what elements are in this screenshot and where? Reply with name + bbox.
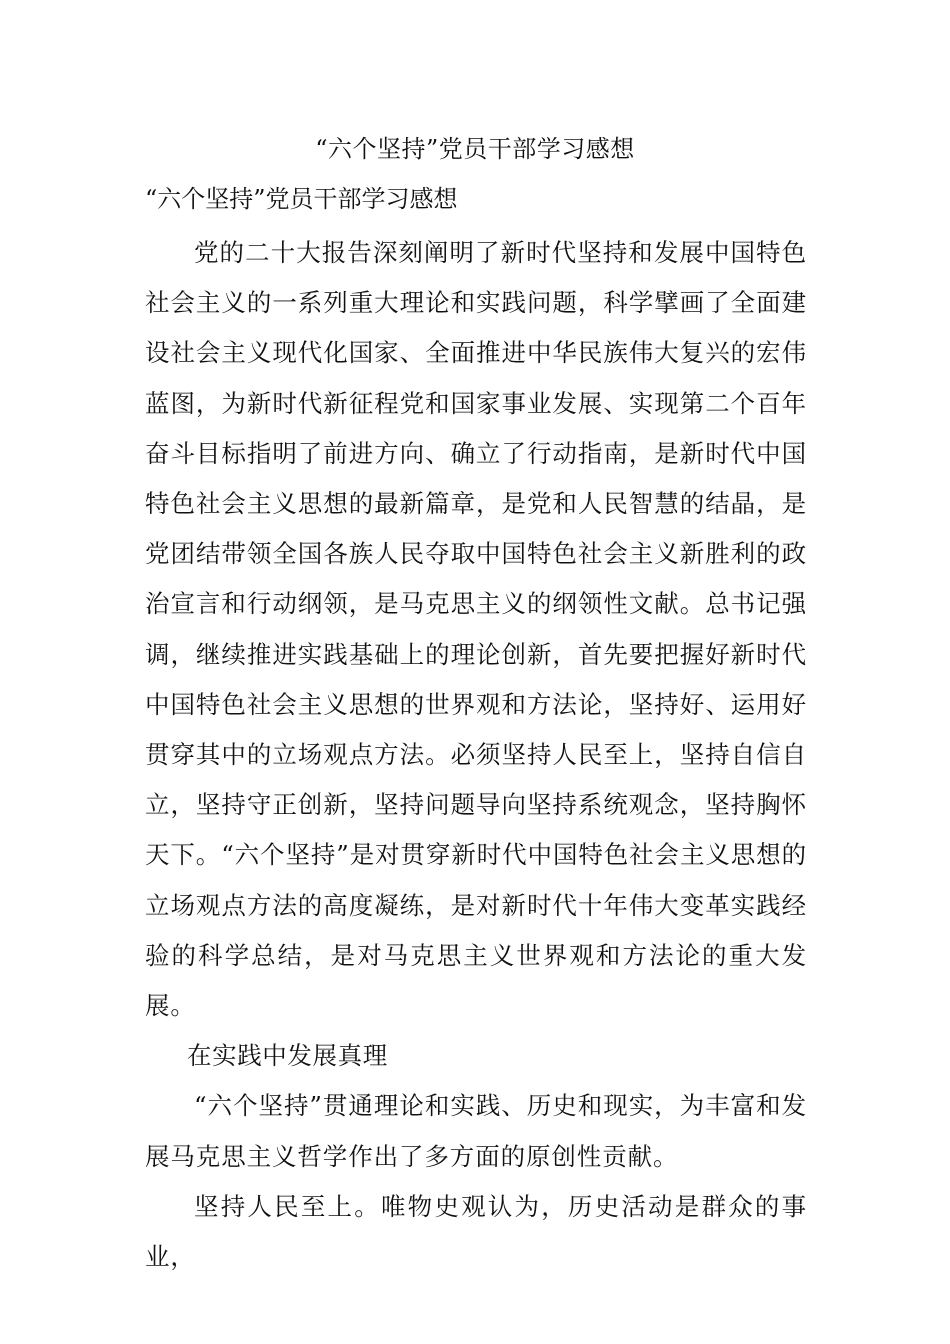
section-paragraph: 坚持人民至上。唯物史观认为，历史活动是群众的事业， xyxy=(145,1191,807,1272)
section-paragraph: “六个坚持”贯通理论和实践、历史和现实，为丰富和发展马克思主义哲学作出了多方面的原创性贡献。 xyxy=(145,1091,807,1171)
section-heading: 在实践中发展真理 xyxy=(187,1041,388,1071)
document-body xyxy=(145,228,807,1282)
document-subtitle: “六个坚持”党员干部学习感想 xyxy=(145,185,458,213)
body-paragraph: 党的二十大报告深刻阐明了新时代坚持和发展中国特色社会主义的一系列重大理论和实践问题，科学擘画了全面建设社会主义现代化国家、全面推进中华民族伟大复兴的宏伟蓝图，为新时代新征程党和国家事业发展、实现第二个百年奋斗目标指明了前进方向、确立了行动指南，是新时代中国特色社会主义思想的最新篇章，是党和人民智慧的结晶，是党团结带领全国各族人民夺取中国特色社会主义新胜利的政治宣言和行动纲领，是马克思主义的纲领性文献。总书记强调，继续推进实践基础上的理论创新，首先要把握好新时代中国特色社会主义思想的世界观和方法论，坚持好、运用好贯穿其中的立场观点方法。必须坚持人民至上，坚持自信自立，坚持守正创新，坚持问题导向坚持系统观念，坚持胸怀天下。“六个坚持”是对贯穿新时代中国特色社会主义思想的立场观点方法的高度凝练，是对新时代十年伟大变革实践经验的科学总结，是对马克思主义世界观和方法论的重大发展。 xyxy=(145,238,807,1021)
document-title: “六个坚持”党员干部学习感想 xyxy=(315,135,635,163)
